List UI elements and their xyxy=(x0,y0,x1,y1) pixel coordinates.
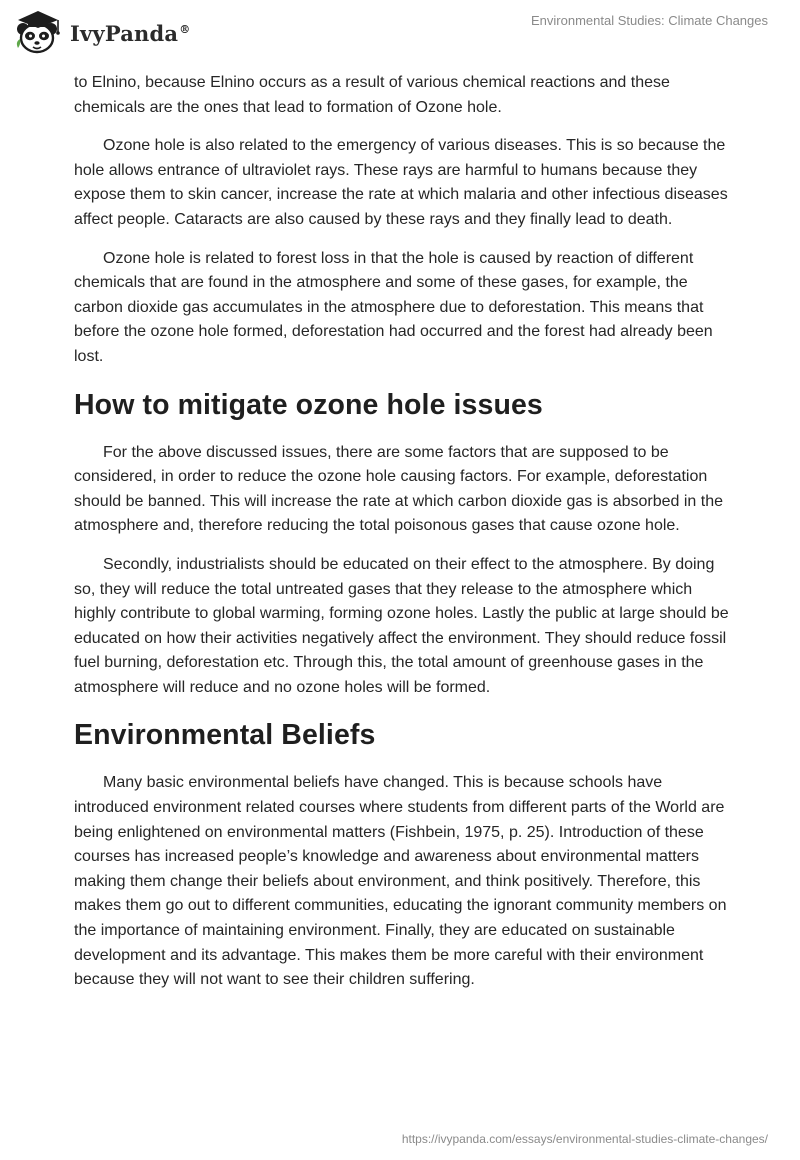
article-body xyxy=(74,71,734,1007)
panda-graduation-cap-icon xyxy=(14,8,64,56)
paragraph: Many basic environmental beliefs have changed. This is because schools have introduced environment related courses where students from different parts of the World are being enlightened on environmental matters (Fishbein, 1975, p. 25). Introduction of these courses has increased people’s knowledge and awareness about environmental matters making them change their beliefs about environment, and think positively. Therefore, this makes them go out to different communities, educating the ignorant community members on the importance of maintaining environment. Finally, they are educated on sustainable development and its advantage. This makes them be more careful with their environment because they will not want to see their children suffering. xyxy=(74,774,727,989)
paragraph: Ozone hole is related to forest loss in that the hole is caused by reaction of different chemicals that are found in the atmosphere and some of these gases, for example, the carbon dioxide gas accumulates in the atmosphere due to deforestation. This means that before the ozone hole formed, deforestation had occurred and the forest had already been lost. xyxy=(74,249,713,365)
paragraph: Ozone hole is also related to the emergency of various diseases. This is so because the hole allows entrance of ultraviolet rays. These rays are harmful to humans because they expose them to skin cancer, increase the rate at which malaria and other infectious diseases affect people. Cataracts are also caused by these rays and they finally lead to death. xyxy=(74,137,728,228)
brand-logo[interactable] xyxy=(14,8,190,56)
paragraph: to Elnino, because Elnino occurs as a result of various chemical reactions and these chemicals are the ones that lead to formation of Ozone hole. xyxy=(74,74,670,116)
paragraph: For the above discussed issues, there are some factors that are supposed to be considered, in order to reduce the ozone hole causing factors. For example, deforestation should be banned. This will increase the rate at which carbon dioxide gas is absorbed in the atmosphere and, therefore reducing the total poisonous gases that cause ozone hole. xyxy=(74,443,723,535)
source-url[interactable]: https://ivypanda.com/essays/environmental-studies-climate-changes/ xyxy=(401,1132,768,1146)
section-heading-beliefs: Environmental Beliefs xyxy=(74,719,376,752)
section-heading-mitigate: How to mitigate ozone hole issues xyxy=(74,388,543,421)
paragraph: Secondly, industrialists should be educated on their effect to the atmosphere. By doing so, they will reduce the total untreated gases that they release to the atmosphere which highly contribute to global warming, forming ozone holes. Lastly the public at large should be educated on how their activities negatively affect the environment. They should reduce fossil fuel burning, deforestation etc. Through this, the total amount of greenhouse gases in the atmosphere will reduce and no ozone holes will be formed. xyxy=(74,555,729,696)
brand-name: IvyPanda® xyxy=(70,20,191,46)
page-header xyxy=(0,0,800,62)
document-title: Environmental Studies: Climate Changes xyxy=(530,13,768,28)
